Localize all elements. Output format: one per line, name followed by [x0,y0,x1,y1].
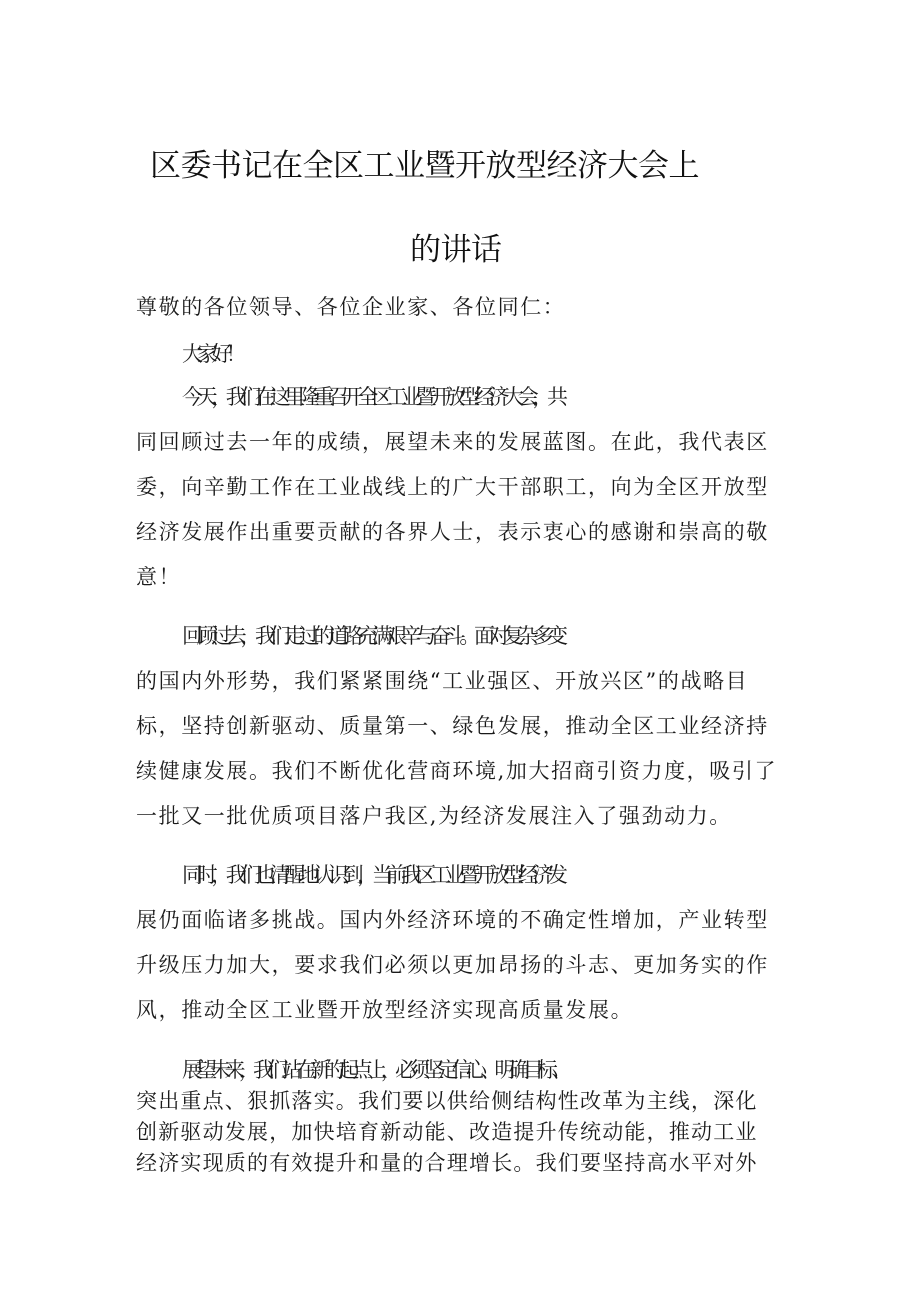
paragraph-line: 创新驱动发展，加快培育新动能、改造提升传统动能，推动工业 [136,1120,758,1144]
paragraph-line: 经济实现质的有效提升和量的合理增长。我们要坚持高水平对外 [136,1151,758,1175]
paragraph-line: 意！ [136,565,182,589]
paragraph-2 [136,614,796,839]
paragraph-line: 同时，我们也清醒地认识到，当前我区工业暨开放型经济发 [182,863,562,887]
paragraph-line: 展望未来，我们站在新的起点上，必须坚定信心、明确目标、 [182,1058,566,1082]
paragraph-line: 标，坚持创新驱动、质量第一、绿色发展，推动全区工业经济持 [136,714,769,738]
paragraph-line: 回顾过去，我们走过的道路充满艰辛与奋斗。面对复杂多变 [182,624,562,648]
paragraph-line: 一批又一批优质项目落户我区,为经济发展注入了强劲动力。 [136,804,732,828]
document-title-line-2: 的讲话 [410,232,502,268]
paragraph-line: 同回顾过去一年的成绩，展望未来的发展蓝图。在此，我代表区 [136,430,769,454]
paragraph-line: 展仍面临诸多挑战。国内外经济环境的不确定性增加，产业转型 [136,908,769,932]
paragraph-line: 的国内外形势，我们紧紧围绕“工业强区、开放兴区”的战略目 [136,669,749,693]
paragraph-line: 委，向辛勤工作在工业战线上的广大干部职工，向为全区开放型 [136,475,769,499]
paragraph-line: 经济发展作出重要贡献的各界人士，表示衷心的感谢和崇高的敬 [136,520,769,544]
salutation-text: 尊敬的各位领导、各位企业家、各位同仁： [136,295,566,319]
paragraph-1 [136,375,796,600]
paragraph-line: 升级压力加大，要求我们必须以更加昂扬的斗志、更加务实的作 [136,953,769,977]
paragraph-line: 突出重点、狠抓落实。我们要以供给侧结构性改革为主线，深化 [136,1089,758,1113]
paragraph-4 [136,1055,796,1179]
greeting [136,332,796,377]
document-title-line-1: 区委书记在全区工业暨开放型经济大会上 [150,148,699,184]
greeting-text: 大家好！ [182,342,241,366]
paragraph-line: 续健康发展。我们不断优化营商环境,加大招商引资力度，吸引了 [136,759,778,783]
paragraph-3 [136,853,796,1033]
paragraph-line: 今天，我们在这里隆重召开全区工业暨开放型经济大会，共 [182,385,562,409]
salutation [136,285,796,330]
paragraph-line: 风，推动全区工业暨开放型经济实现高质量发展。 [136,998,634,1022]
